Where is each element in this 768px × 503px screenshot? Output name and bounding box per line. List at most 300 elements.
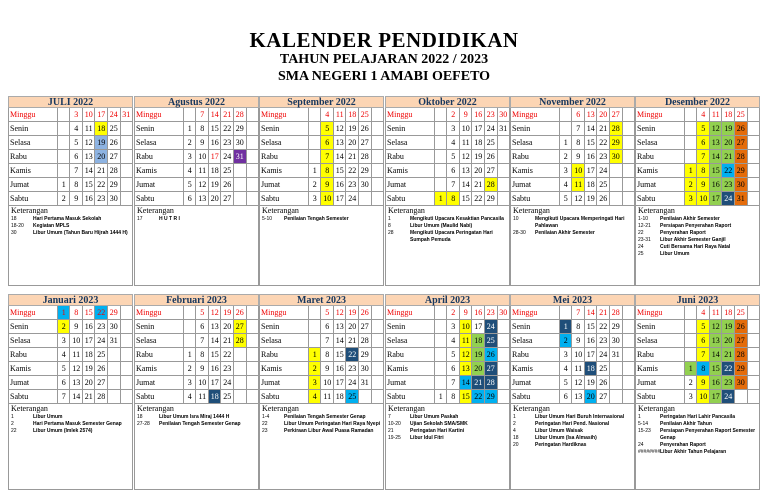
date-cell: 3 bbox=[685, 192, 698, 206]
note-item bbox=[388, 435, 507, 442]
date-cell: 18 bbox=[334, 390, 347, 404]
date-cell: 4 bbox=[560, 362, 573, 376]
month-title: Januari 2023 bbox=[8, 294, 133, 306]
note-item bbox=[513, 230, 632, 237]
month-title: Oktober 2022 bbox=[385, 96, 510, 108]
note-text: Libur Umum bbox=[33, 414, 63, 420]
note-item bbox=[11, 223, 130, 230]
day-name: Senin bbox=[134, 320, 184, 334]
note-item bbox=[11, 421, 130, 428]
date-cell bbox=[748, 390, 761, 404]
date-cell bbox=[372, 348, 385, 362]
day-name: Jumat bbox=[259, 376, 309, 390]
date-cell bbox=[108, 348, 121, 362]
date-cell: 9 bbox=[460, 306, 473, 320]
date-cell: 7 bbox=[58, 390, 71, 404]
date-cell: 31 bbox=[108, 334, 121, 348]
day-name: Senin bbox=[385, 122, 435, 136]
week-row bbox=[635, 108, 760, 122]
week-row bbox=[385, 376, 510, 390]
date-cell: 15 bbox=[209, 348, 222, 362]
date-cell: 17 bbox=[472, 320, 485, 334]
date-cell: 19 bbox=[209, 178, 222, 192]
note-text: Penilaian Akhir Semester bbox=[535, 230, 595, 236]
week-row bbox=[635, 122, 760, 136]
note-date: 28 bbox=[388, 230, 394, 236]
date-cell: 10 bbox=[321, 376, 334, 390]
date-cell: 3 bbox=[560, 348, 573, 362]
date-cell bbox=[498, 390, 511, 404]
week-row bbox=[8, 122, 133, 136]
keterangan bbox=[635, 404, 760, 490]
date-cell: 2 bbox=[58, 192, 71, 206]
date-cell: 19 bbox=[585, 376, 598, 390]
week-row bbox=[385, 334, 510, 348]
day-name: Kamis bbox=[8, 164, 58, 178]
date-cell bbox=[435, 150, 448, 164]
note-item bbox=[388, 428, 507, 435]
note-text: Cuti Bersama Hari Raya Natal bbox=[660, 244, 731, 250]
date-cell: 8 bbox=[70, 178, 83, 192]
note-date: 23-31 bbox=[638, 237, 651, 243]
date-cell: 29 bbox=[735, 164, 748, 178]
date-cell bbox=[372, 390, 385, 404]
date-cell: 2 bbox=[309, 178, 322, 192]
note-date: 5-14 bbox=[638, 421, 649, 427]
date-cell: 13 bbox=[460, 164, 473, 178]
keterangan bbox=[510, 206, 635, 286]
month-block bbox=[635, 294, 760, 490]
note-item bbox=[638, 251, 757, 258]
date-cell: 27 bbox=[221, 192, 234, 206]
date-cell: 7 bbox=[572, 122, 585, 136]
note-text: Peringatan Hardiknas bbox=[535, 442, 587, 448]
date-cell: 11 bbox=[572, 362, 585, 376]
date-cell: 14 bbox=[209, 334, 222, 348]
day-name: Kamis bbox=[8, 362, 58, 376]
date-cell: 17 bbox=[585, 348, 598, 362]
date-cell: 23 bbox=[346, 362, 359, 376]
date-cell: 25 bbox=[485, 334, 498, 348]
date-cell: 25 bbox=[108, 122, 121, 136]
day-name: Jumat bbox=[385, 376, 435, 390]
date-cell: 20 bbox=[346, 320, 359, 334]
date-cell: 17 bbox=[472, 122, 485, 136]
date-cell bbox=[498, 362, 511, 376]
day-name: Sabtu bbox=[510, 192, 560, 206]
date-cell: 21 bbox=[346, 334, 359, 348]
date-cell: 30 bbox=[735, 376, 748, 390]
date-cell: 8 bbox=[447, 192, 460, 206]
keterangan-label: Keterangan bbox=[513, 404, 550, 413]
day-name: Minggu bbox=[635, 108, 685, 122]
date-cell bbox=[748, 334, 761, 348]
date-cell: 26 bbox=[597, 376, 610, 390]
day-name: Jumat bbox=[385, 178, 435, 192]
week-row bbox=[259, 192, 384, 206]
date-cell bbox=[372, 306, 385, 320]
date-cell bbox=[309, 320, 322, 334]
date-cell bbox=[234, 376, 247, 390]
date-cell: 26 bbox=[108, 136, 121, 150]
date-cell: 24 bbox=[108, 108, 121, 122]
date-cell: 11 bbox=[83, 122, 96, 136]
keterangan-label: Keterangan bbox=[513, 206, 550, 215]
week-row bbox=[385, 320, 510, 334]
date-cell: 8 bbox=[196, 122, 209, 136]
date-cell: 13 bbox=[710, 334, 723, 348]
date-cell: 4 bbox=[697, 306, 710, 320]
date-cell: 26 bbox=[221, 178, 234, 192]
day-name: Minggu bbox=[134, 108, 184, 122]
date-cell bbox=[685, 306, 698, 320]
date-cell: 4 bbox=[321, 108, 334, 122]
keterangan bbox=[259, 206, 384, 286]
date-cell: 4 bbox=[309, 390, 322, 404]
date-cell: 5 bbox=[697, 320, 710, 334]
keterangan-label: Keterangan bbox=[638, 206, 675, 215]
date-cell bbox=[372, 164, 385, 178]
date-cell: 9 bbox=[697, 178, 710, 192]
date-cell: 1 bbox=[58, 306, 71, 320]
date-cell: 22 bbox=[221, 348, 234, 362]
date-cell: 28 bbox=[359, 150, 372, 164]
date-cell: 25 bbox=[95, 348, 108, 362]
date-cell: 18 bbox=[95, 122, 108, 136]
date-cell: 28 bbox=[735, 348, 748, 362]
week-row bbox=[510, 376, 635, 390]
date-cell: 8 bbox=[572, 320, 585, 334]
date-cell: 16 bbox=[710, 376, 723, 390]
date-cell: 28 bbox=[610, 306, 623, 320]
date-cell: 1 bbox=[435, 192, 448, 206]
date-cell: 11 bbox=[710, 108, 723, 122]
date-cell bbox=[372, 108, 385, 122]
date-cell: 3 bbox=[447, 320, 460, 334]
date-cell: 14 bbox=[585, 306, 598, 320]
date-cell bbox=[309, 108, 322, 122]
note-item bbox=[513, 216, 632, 230]
date-cell bbox=[498, 150, 511, 164]
date-cell: 10 bbox=[572, 348, 585, 362]
note-text: Libur Umum (Maulid Nabi) bbox=[410, 223, 473, 229]
day-name: Rabu bbox=[635, 348, 685, 362]
date-cell: 29 bbox=[610, 320, 623, 334]
date-cell: 27 bbox=[735, 136, 748, 150]
date-cell bbox=[435, 362, 448, 376]
week-row bbox=[385, 150, 510, 164]
date-cell bbox=[748, 192, 761, 206]
note-text: Ujian Sekolah SMA/SMK bbox=[410, 421, 468, 427]
month-block bbox=[385, 96, 510, 286]
date-cell: 20 bbox=[597, 108, 610, 122]
date-cell: 22 bbox=[346, 348, 359, 362]
date-cell bbox=[359, 390, 372, 404]
week-row bbox=[510, 306, 635, 320]
month-title: September 2022 bbox=[259, 96, 384, 108]
date-cell: 2 bbox=[58, 320, 71, 334]
date-cell: 2 bbox=[560, 150, 573, 164]
date-cell: 1 bbox=[560, 136, 573, 150]
keterangan-label: Keterangan bbox=[388, 206, 425, 215]
day-name: Rabu bbox=[385, 150, 435, 164]
week-row bbox=[385, 164, 510, 178]
day-name: Minggu bbox=[510, 108, 560, 122]
week-row bbox=[510, 390, 635, 404]
date-cell: 12 bbox=[460, 348, 473, 362]
keterangan-label: Keterangan bbox=[137, 206, 174, 215]
date-cell bbox=[498, 348, 511, 362]
date-cell: 3 bbox=[309, 192, 322, 206]
day-name: Senin bbox=[510, 122, 560, 136]
date-cell: 6 bbox=[196, 320, 209, 334]
date-cell: 11 bbox=[710, 306, 723, 320]
week-row bbox=[8, 108, 133, 122]
note-text: Libur Umum (Isa Almasih) bbox=[535, 435, 597, 441]
date-cell bbox=[247, 390, 260, 404]
date-cell: 19 bbox=[722, 320, 735, 334]
date-cell: 17 bbox=[209, 376, 222, 390]
date-cell: 9 bbox=[572, 150, 585, 164]
date-cell: 30 bbox=[359, 362, 372, 376]
day-name: Senin bbox=[259, 320, 309, 334]
date-cell: 6 bbox=[321, 136, 334, 150]
note-date: 23 bbox=[262, 428, 268, 434]
date-cell: 7 bbox=[697, 150, 710, 164]
date-cell: 20 bbox=[722, 136, 735, 150]
date-cell bbox=[121, 178, 134, 192]
month-block bbox=[8, 294, 133, 490]
date-cell: 27 bbox=[95, 376, 108, 390]
date-cell bbox=[309, 136, 322, 150]
date-cell: 14 bbox=[460, 376, 473, 390]
date-cell: 9 bbox=[196, 362, 209, 376]
date-cell bbox=[247, 192, 260, 206]
date-cell: 25 bbox=[485, 136, 498, 150]
date-cell: 14 bbox=[209, 108, 222, 122]
date-cell: 23 bbox=[221, 362, 234, 376]
note-date: 22 bbox=[262, 421, 268, 427]
date-cell: 15 bbox=[334, 348, 347, 362]
day-name: Sabtu bbox=[259, 192, 309, 206]
date-cell: 23 bbox=[722, 178, 735, 192]
day-name: Kamis bbox=[259, 362, 309, 376]
date-cell: 13 bbox=[83, 150, 96, 164]
date-cell: 3 bbox=[184, 150, 197, 164]
date-cell: 18 bbox=[585, 362, 598, 376]
date-cell: 29 bbox=[735, 362, 748, 376]
date-cell: 19 bbox=[83, 362, 96, 376]
date-cell: 25 bbox=[221, 164, 234, 178]
week-row bbox=[259, 362, 384, 376]
date-cell: 6 bbox=[447, 362, 460, 376]
note-date: 25 bbox=[638, 251, 644, 257]
note-text: Penilaian Tengah Semester Genap bbox=[159, 421, 241, 427]
note-date: 10 bbox=[513, 216, 519, 222]
date-cell: 8 bbox=[697, 164, 710, 178]
note-date: 4 bbox=[513, 428, 516, 434]
day-name: Minggu bbox=[510, 306, 560, 320]
date-cell bbox=[121, 192, 134, 206]
note-date: 1-4 bbox=[262, 414, 270, 420]
week-row bbox=[385, 108, 510, 122]
date-cell: 6 bbox=[321, 320, 334, 334]
date-cell: 30 bbox=[610, 334, 623, 348]
date-cell bbox=[359, 192, 372, 206]
date-cell: 26 bbox=[735, 320, 748, 334]
date-cell bbox=[623, 136, 636, 150]
date-cell: 12 bbox=[83, 136, 96, 150]
note-date: 7 bbox=[388, 414, 391, 420]
date-cell: 13 bbox=[710, 136, 723, 150]
date-cell: 17 bbox=[710, 390, 723, 404]
week-row bbox=[635, 334, 760, 348]
date-cell bbox=[623, 390, 636, 404]
date-cell: 28 bbox=[485, 178, 498, 192]
month-block bbox=[8, 96, 133, 286]
month-block bbox=[635, 96, 760, 286]
date-cell: 17 bbox=[334, 376, 347, 390]
date-cell: 27 bbox=[610, 108, 623, 122]
date-cell: 5 bbox=[196, 306, 209, 320]
date-cell bbox=[610, 362, 623, 376]
date-cell: 18 bbox=[472, 136, 485, 150]
date-cell: 15 bbox=[460, 390, 473, 404]
date-cell: 1 bbox=[309, 164, 322, 178]
note-text: Mengikuti Upacara Peringatan Hari Sumpah Pemuda bbox=[410, 230, 493, 243]
date-cell bbox=[610, 192, 623, 206]
day-name: Sabtu bbox=[8, 192, 58, 206]
date-cell: 1 bbox=[58, 178, 71, 192]
note-item bbox=[388, 216, 507, 223]
keterangan bbox=[510, 404, 635, 490]
month-block bbox=[259, 294, 384, 490]
week-row bbox=[510, 164, 635, 178]
note-item bbox=[638, 421, 757, 428]
note-date: 17 bbox=[137, 216, 143, 222]
date-cell bbox=[234, 348, 247, 362]
date-cell bbox=[685, 150, 698, 164]
date-cell: 27 bbox=[359, 320, 372, 334]
week-row bbox=[259, 108, 384, 122]
note-text: Penyerahan Raport bbox=[660, 230, 706, 236]
date-cell: 8 bbox=[70, 306, 83, 320]
week-row bbox=[134, 150, 259, 164]
date-cell: 8 bbox=[321, 348, 334, 362]
date-cell bbox=[247, 306, 260, 320]
date-cell: 20 bbox=[472, 362, 485, 376]
date-cell: 29 bbox=[359, 348, 372, 362]
date-cell: 10 bbox=[83, 108, 96, 122]
date-cell bbox=[498, 164, 511, 178]
date-cell bbox=[748, 108, 761, 122]
date-cell bbox=[234, 164, 247, 178]
note-text: Libur Umum Peringatan Hari Raya Nyepi bbox=[284, 421, 381, 427]
date-cell: 20 bbox=[585, 390, 598, 404]
date-cell: 10 bbox=[196, 150, 209, 164]
keterangan-label: Keterangan bbox=[137, 404, 174, 413]
date-cell: 11 bbox=[196, 390, 209, 404]
date-cell: 28 bbox=[485, 376, 498, 390]
date-cell: 24 bbox=[221, 150, 234, 164]
date-cell bbox=[372, 150, 385, 164]
date-cell bbox=[435, 164, 448, 178]
date-cell: 7 bbox=[196, 108, 209, 122]
day-name: Jumat bbox=[635, 376, 685, 390]
date-cell: 11 bbox=[334, 108, 347, 122]
date-cell: 15 bbox=[585, 320, 598, 334]
date-cell bbox=[372, 362, 385, 376]
date-cell: 10 bbox=[321, 192, 334, 206]
date-cell: 19 bbox=[472, 348, 485, 362]
date-cell: 23 bbox=[485, 306, 498, 320]
month-block bbox=[385, 294, 510, 490]
note-item bbox=[137, 421, 256, 428]
date-cell bbox=[435, 376, 448, 390]
date-cell: 26 bbox=[597, 192, 610, 206]
week-row bbox=[8, 390, 133, 404]
date-cell: 4 bbox=[447, 334, 460, 348]
month-title: JULI 2022 bbox=[8, 96, 133, 108]
date-cell bbox=[560, 122, 573, 136]
date-cell: 9 bbox=[321, 178, 334, 192]
week-row bbox=[134, 136, 259, 150]
day-name: Selasa bbox=[510, 136, 560, 150]
note-text: Penyerahan Raport bbox=[660, 442, 706, 448]
week-row bbox=[8, 306, 133, 320]
day-name: Rabu bbox=[259, 150, 309, 164]
date-cell: 24 bbox=[485, 320, 498, 334]
date-cell: 15 bbox=[83, 178, 96, 192]
date-cell: 7 bbox=[447, 376, 460, 390]
date-cell bbox=[247, 376, 260, 390]
note-text: Mengikuti Upacara Kesaktian Pancasila bbox=[410, 216, 504, 222]
date-cell: 3 bbox=[58, 334, 71, 348]
date-cell: 25 bbox=[735, 108, 748, 122]
date-cell: 7 bbox=[572, 306, 585, 320]
keterangan bbox=[8, 404, 133, 490]
note-date: 1 bbox=[11, 414, 14, 420]
date-cell bbox=[435, 108, 448, 122]
note-text: Peringatan Hari Kartini bbox=[410, 428, 465, 434]
date-cell bbox=[121, 306, 134, 320]
date-cell bbox=[372, 192, 385, 206]
date-cell bbox=[623, 306, 636, 320]
date-cell: 19 bbox=[585, 192, 598, 206]
week-row bbox=[510, 178, 635, 192]
date-cell: 2 bbox=[685, 178, 698, 192]
date-cell: 18 bbox=[209, 164, 222, 178]
date-cell: 5 bbox=[560, 192, 573, 206]
date-cell: 27 bbox=[108, 150, 121, 164]
date-cell bbox=[234, 390, 247, 404]
date-cell: 18 bbox=[472, 334, 485, 348]
week-row bbox=[259, 306, 384, 320]
month-title: Februari 2023 bbox=[134, 294, 259, 306]
date-cell: 30 bbox=[735, 178, 748, 192]
date-cell: 11 bbox=[321, 390, 334, 404]
note-text: Libur Umum (Imlek 2574) bbox=[33, 428, 93, 434]
date-cell: 16 bbox=[83, 320, 96, 334]
keterangan-label: Keterangan bbox=[638, 404, 675, 413]
day-name: Sabtu bbox=[259, 390, 309, 404]
month-title: Desember 2022 bbox=[635, 96, 760, 108]
date-cell: 11 bbox=[70, 348, 83, 362]
date-cell bbox=[234, 192, 247, 206]
date-cell bbox=[309, 334, 322, 348]
date-cell: 5 bbox=[58, 362, 71, 376]
date-cell: 4 bbox=[184, 164, 197, 178]
